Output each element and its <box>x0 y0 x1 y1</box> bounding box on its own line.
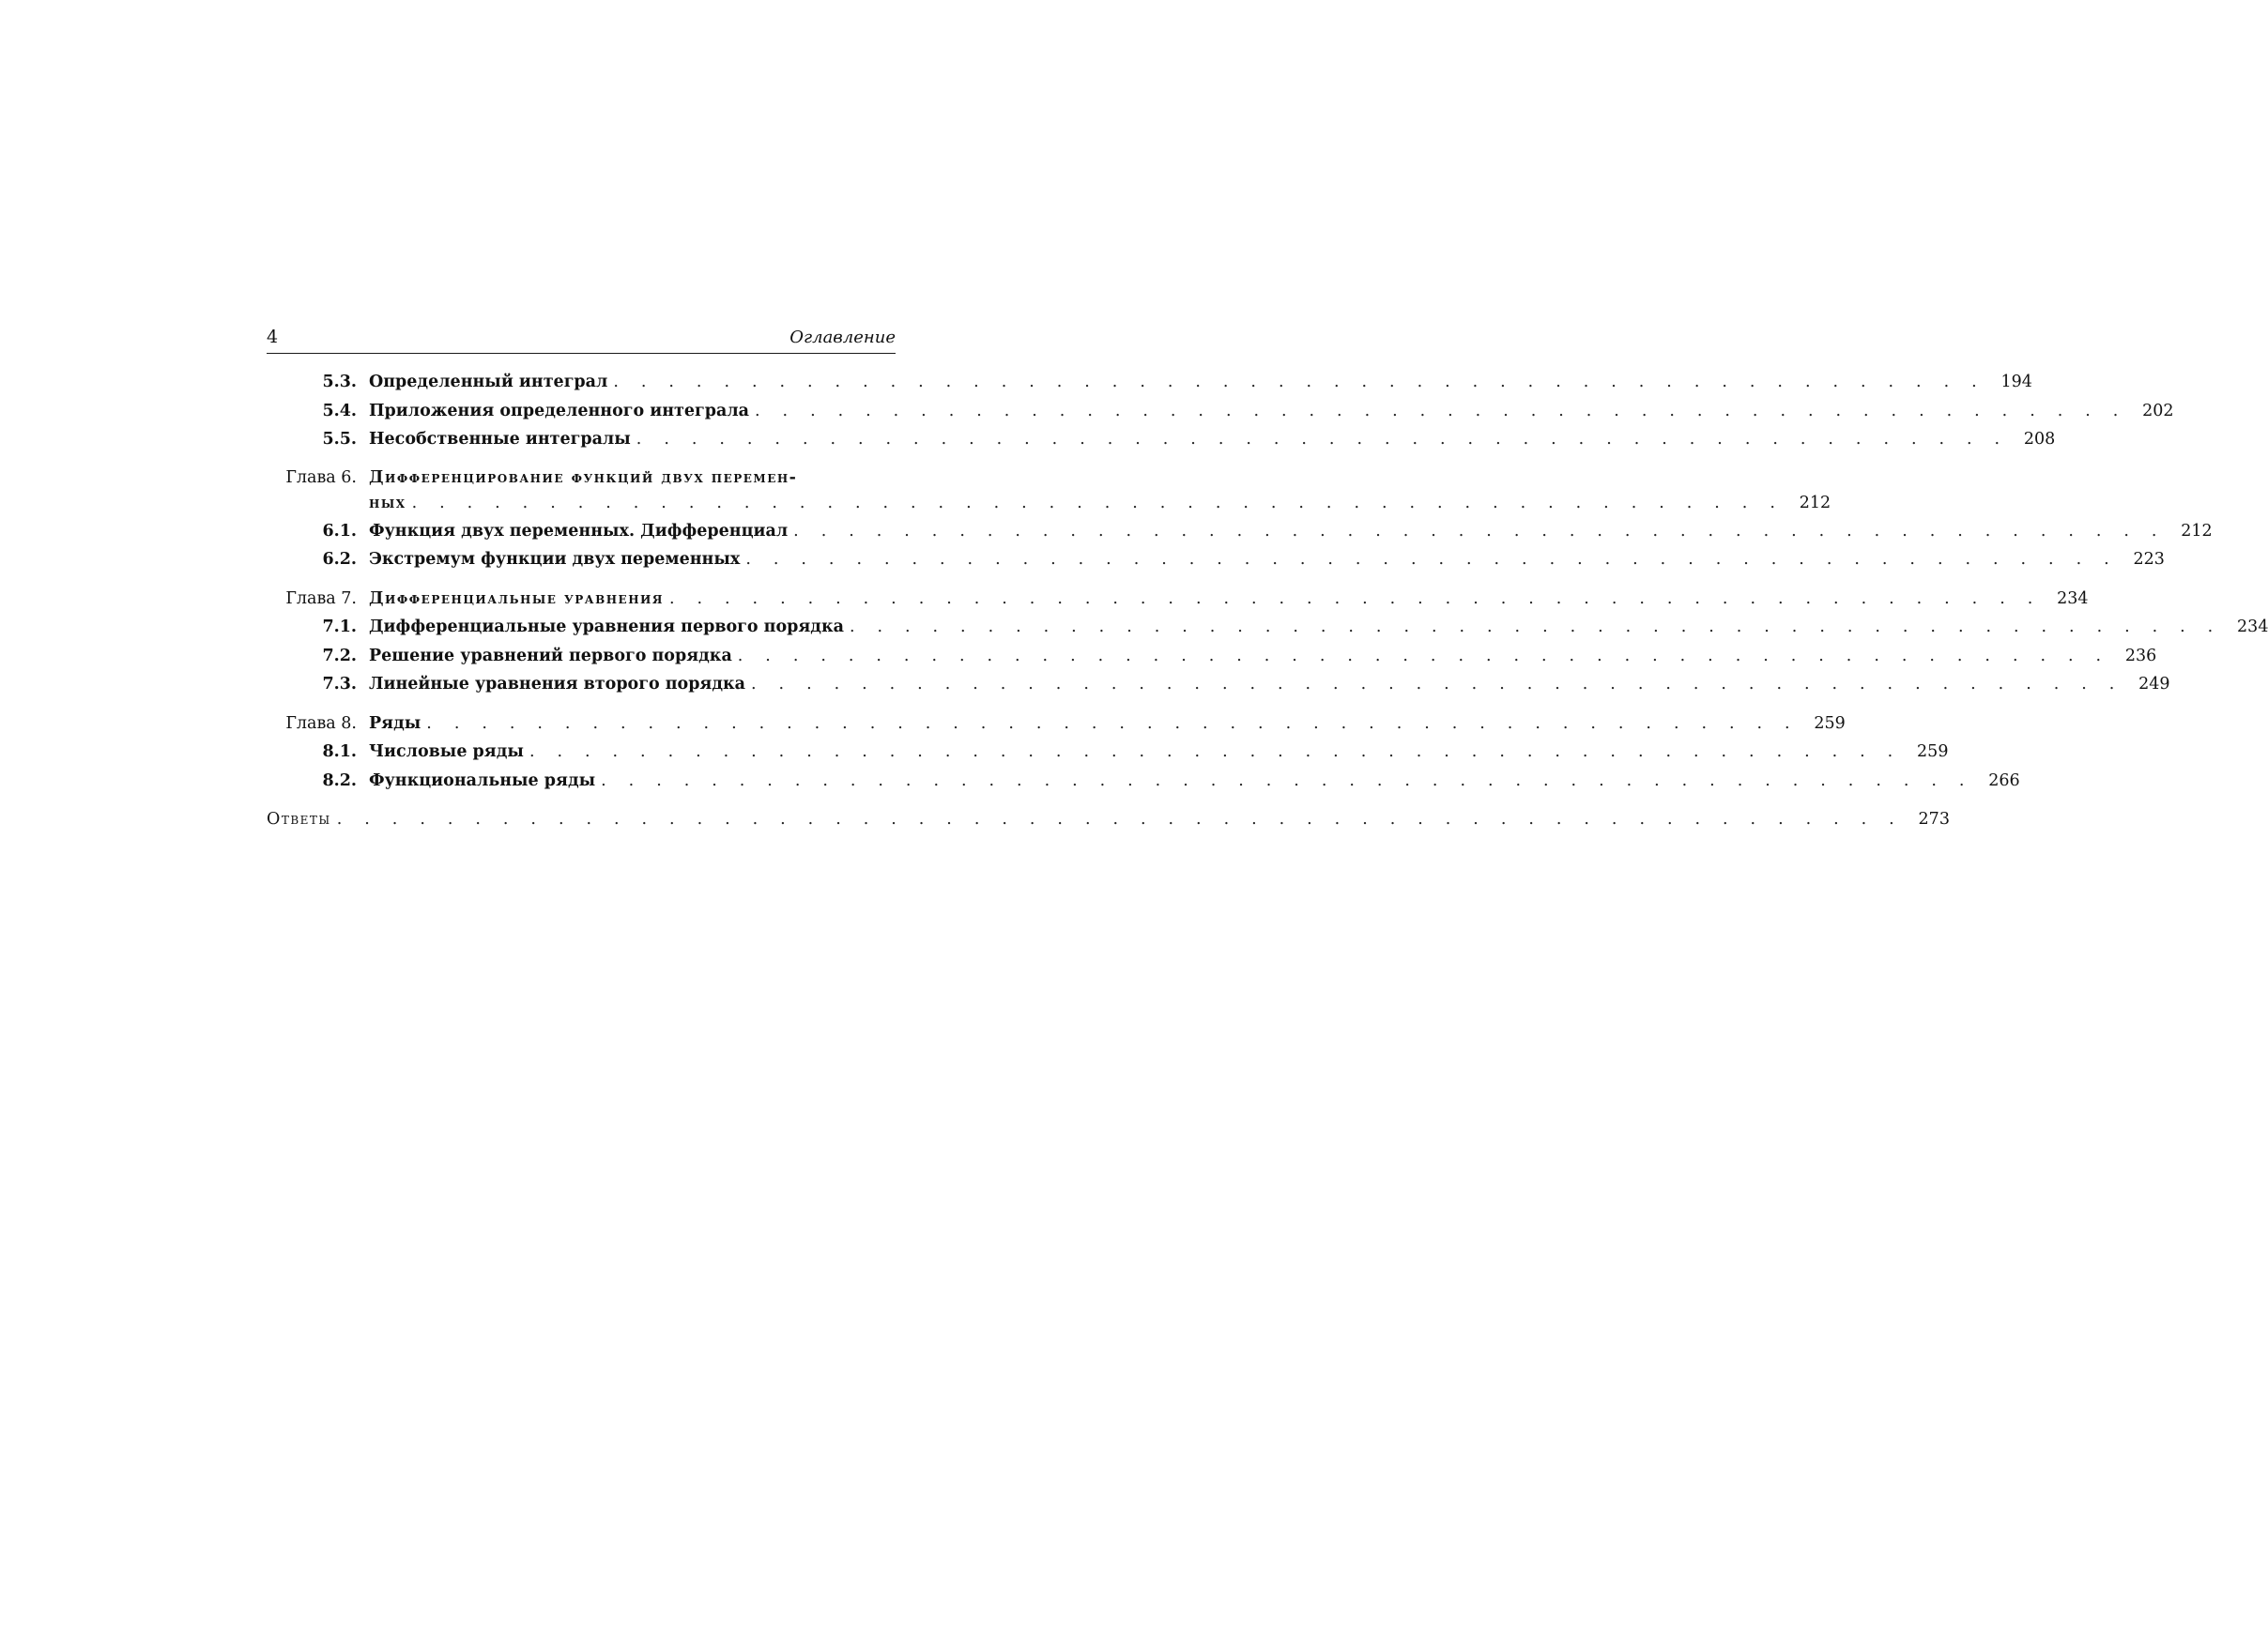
toc-entry-7-1[interactable] <box>267 613 2268 642</box>
chapter-title-line1: Дифференцирование функций двух перемен- <box>369 467 798 487</box>
section-number: 6.1. <box>322 521 357 541</box>
page-ref: 208 <box>2023 430 2056 449</box>
answers-title: Ответы <box>267 810 331 829</box>
section-number: 5.5. <box>322 430 357 449</box>
toc-chapter-7[interactable] <box>267 585 2089 614</box>
dot-leader: . . . . . . . . . . . . . . . . . . . . . . . . . . . . . . . . . . . . . . . . . . . . . . . . . . <box>601 770 1973 790</box>
section-title: Решение уравнений первого порядка <box>369 646 732 665</box>
chapter-number: Глава 8. <box>285 713 357 733</box>
chapter-title: Ряды <box>369 713 421 733</box>
section-title: Функциональные ряды <box>369 770 596 790</box>
toc-chapter-6[interactable] <box>267 465 896 491</box>
running-title: Оглавление <box>789 328 896 347</box>
page-ref: 234 <box>2057 588 2089 608</box>
section-number: 8.1. <box>322 742 357 761</box>
section-number: 7.2. <box>322 646 357 665</box>
page-ref: 249 <box>2138 675 2170 694</box>
section-title: Дифференциальные уравнения первого порядка <box>369 618 844 636</box>
page-ref: 194 <box>2000 373 2032 391</box>
section-number: 5.3. <box>322 373 357 391</box>
page-ref: 223 <box>2133 550 2165 569</box>
dot-leader: . . . . . . . . . . . . . . . . . . . . . . . . . . . . . . . . . . . . . . . . . . . . . . . . . . <box>411 493 1785 512</box>
section-number: 7.3. <box>322 675 357 694</box>
dot-leader: . . . . . . . . . . . . . . . . . . . . . . . . . . . . . . . . . . . . . . . . . . . . . . . . . . <box>529 742 1902 761</box>
page-ref: 202 <box>2142 401 2174 420</box>
section-title: Определенный интеграл <box>369 373 608 391</box>
toc-chapter-6-continued[interactable] <box>267 491 1831 517</box>
page-ref: 273 <box>1918 810 1950 829</box>
page-ref: 212 <box>2181 521 2213 541</box>
page-ref: 266 <box>1988 770 2020 790</box>
toc-chapter-8[interactable] <box>267 709 1846 739</box>
section-title: Линейные уравнения второго порядка <box>369 675 746 694</box>
toc-answers[interactable] <box>267 805 1950 834</box>
section-title: Числовые ряды <box>369 742 524 761</box>
table-of-contents <box>267 368 2268 834</box>
dot-leader: . . . . . . . . . . . . . . . . . . . . . . . . . . . . . . . . . . . . . . . . . . . . . . . . . . <box>737 646 2110 665</box>
toc-entry-6-2[interactable] <box>267 545 2165 574</box>
section-title: Экстремум функции двух переменных <box>369 550 741 569</box>
dot-leader: . . . . . . . . . . . . . . . . . . . . . . . . . . . . . . . . . . . . . . . . . . . . . . . . . . <box>426 713 1799 733</box>
dot-leader: . . . . . . . . . . . . . . . . . . . . . . . . . . . . . . . . . . . . . . . . . . . . . . . . . . <box>636 430 2009 449</box>
section-number: 8.2. <box>322 770 357 790</box>
dot-leader: . . . . . . . . . . . . . . . . . . . . . . . . . . . . . . . . . . . . . . . . . . . . . . . . . . <box>755 401 2127 420</box>
page-ref: 259 <box>1814 713 1846 733</box>
section-title: Приложения определенного интеграла <box>369 401 750 420</box>
toc-entry-8-1[interactable] <box>267 738 1949 767</box>
page-ref: 259 <box>1917 742 1949 761</box>
dot-leader: . . . . . . . . . . . . . . . . . . . . . . . . . . . . . . . . . . . . . . . . . . . . . . . . . . <box>849 618 2222 636</box>
section-title: Функция двух переменных. Дифференциал <box>369 521 789 541</box>
chapter-number: Глава 6. <box>285 467 357 487</box>
toc-entry-5-5[interactable] <box>267 425 2056 454</box>
page-number: 4 <box>267 327 279 347</box>
dot-leader: . . . . . . . . . . . . . . . . . . . . . . . . . . . . . . . . . . . . . . . . . . . . . . . . . . <box>793 521 2166 541</box>
page-ref: 212 <box>1799 493 1831 512</box>
section-number: 5.4. <box>322 401 357 420</box>
dot-leader: . . . . . . . . . . . . . . . . . . . . . . . . . . . . . . . . . . . . . . . . . . . . . . . . . . <box>613 373 1985 391</box>
dot-leader: . . . . . . . . . . . . . . . . . . . . . . . . . . . . . . . . . . . . . . . . . . . . . . . . . . . . . . . . . <box>336 810 1903 829</box>
dot-leader: . . . . . . . . . . . . . . . . . . . . . . . . . . . . . . . . . . . . . . . . . . . . . . . . . . <box>668 588 2042 608</box>
chapter-number: Глава 7. <box>285 588 357 608</box>
toc-entry-7-3[interactable] <box>267 670 2170 699</box>
chapter-title-line2: ных <box>369 493 406 512</box>
page-ref: 236 <box>2124 646 2157 665</box>
section-title: Несобственные интегралы <box>369 430 631 449</box>
dot-leader: . . . . . . . . . . . . . . . . . . . . . . . . . . . . . . . . . . . . . . . . . . . . . . . . . . <box>751 675 2123 694</box>
dot-leader: . . . . . . . . . . . . . . . . . . . . . . . . . . . . . . . . . . . . . . . . . . . . . . . . . . <box>745 550 2118 569</box>
toc-entry-5-3[interactable] <box>267 368 2032 397</box>
toc-entry-7-2[interactable] <box>267 642 2157 671</box>
page-header <box>267 325 896 354</box>
section-number: 6.2. <box>322 550 357 569</box>
page-ref: 234 <box>2237 618 2268 636</box>
toc-entry-5-4[interactable] <box>267 397 2174 426</box>
chapter-title: Дифференциальные уравнения <box>369 588 664 608</box>
toc-entry-6-1[interactable] <box>267 517 2213 546</box>
section-number: 7.1. <box>322 618 357 636</box>
toc-entry-8-2[interactable] <box>267 767 2020 796</box>
